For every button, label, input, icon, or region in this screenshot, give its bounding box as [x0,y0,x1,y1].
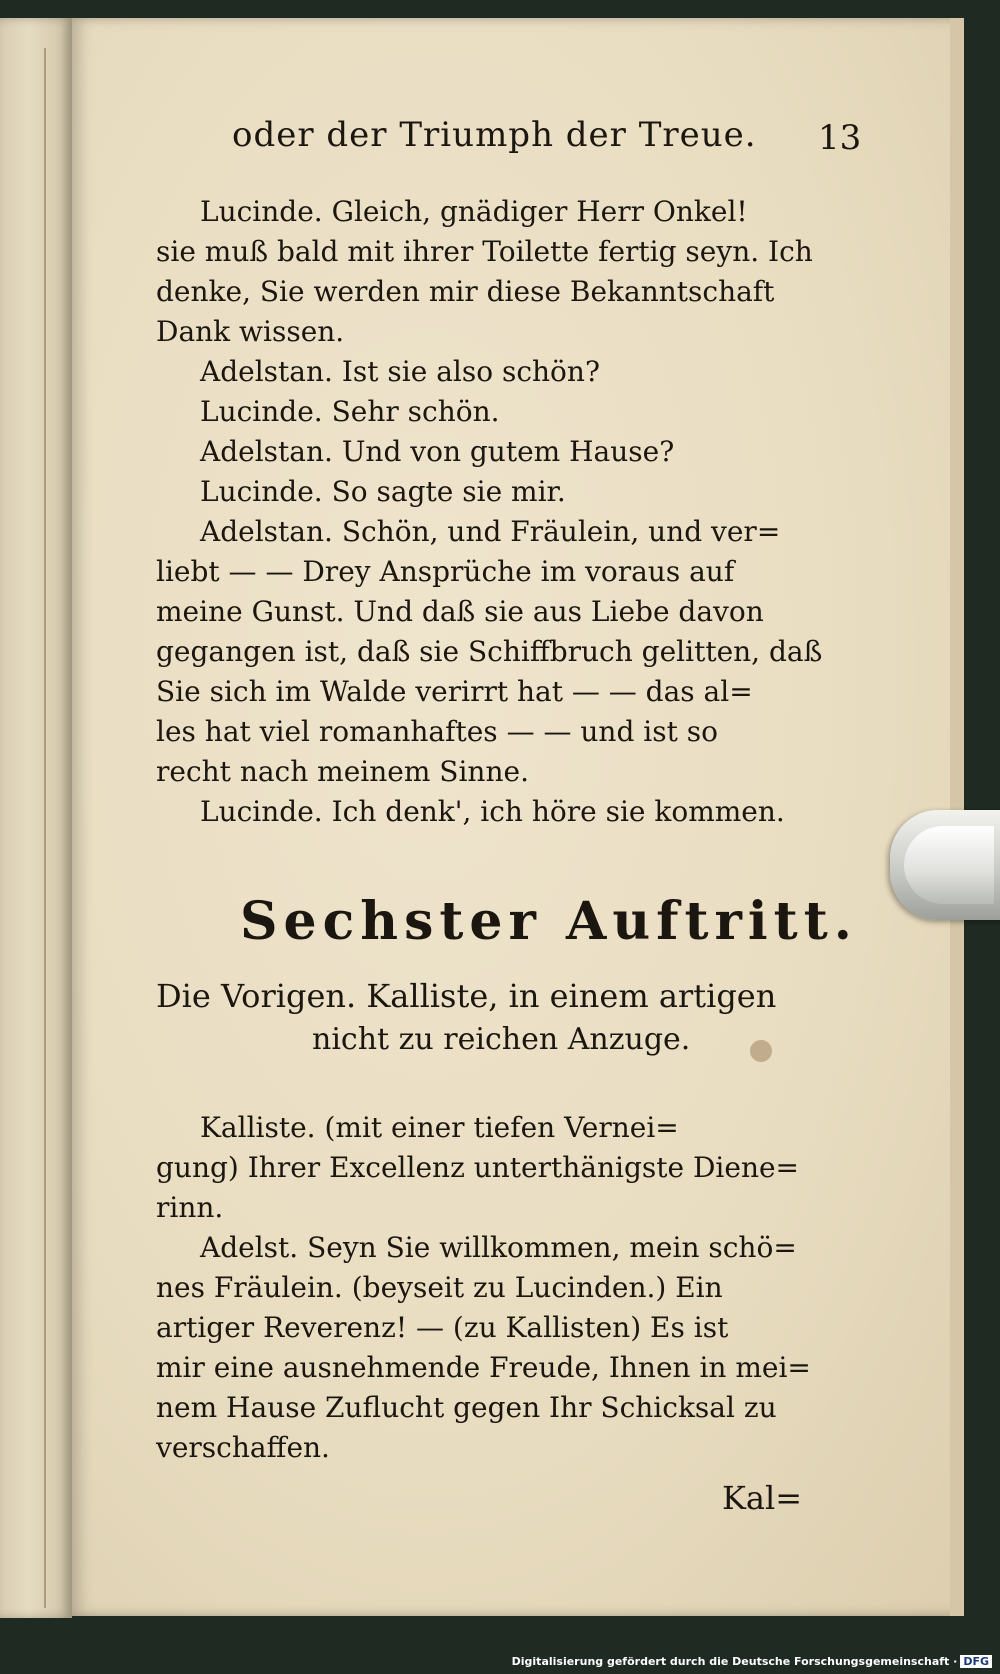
clip-highlight [904,826,994,904]
page-number: 13 [818,118,862,158]
text-line: gegangen ist, daß sie Schiffbruch gelitten, daß [156,635,823,668]
persons-list-cont: nicht zu reichen Anzuge. [312,1022,691,1057]
text-line: denke, Sie werden mir diese Bekanntschaft [156,275,775,308]
persons-list: Die Vorigen. Kalliste, in einem artigen [156,977,777,1015]
footer-text: Digitalisierung gefördert durch die Deutsche Forschungsgemeinschaft · [511,1655,958,1668]
footer-credit [512,1655,992,1668]
text-line: Sie sich im Walde verirrt hat — — das al= [156,675,753,708]
catchword: Kal= [722,1479,803,1517]
stain [750,1040,772,1062]
text-line: Adelstan. Und von gutem Hause? [200,435,675,468]
text-line: artiger Reverenz! — (zu Kallisten) Es ist [156,1311,729,1344]
text-line: sie muß bald mit ihrer Toilette fertig seyn. Ich [156,235,813,268]
text-line: Lucinde. So sagte sie mir. [200,475,566,508]
text-line: Adelstan. Ist sie also schön? [200,355,600,388]
text-line: liebt — — Drey Ansprüche im voraus auf [156,555,735,588]
scene-heading: Sechster Auftritt. [240,891,858,952]
page-clip [890,810,1000,920]
text-line: verschaffen. [156,1431,330,1464]
text-line: mir eine ausnehmende Freude, Ihnen in mei= [156,1351,811,1384]
text-line: Lucinde. Ich denk', ich höre sie kommen. [200,795,785,828]
text-line: Kalliste. (mit einer tiefen Vernei= [200,1111,679,1144]
text-line: Lucinde. Sehr schön. [200,395,500,428]
dfg-logo: DFG [960,1655,992,1668]
text-line: nem Hause Zuflucht gegen Ihr Schicksal zu [156,1391,777,1424]
running-title: oder der Triumph der Treue. [232,115,757,155]
text-line: Dank wissen. [156,315,345,348]
left-page-edge [0,18,72,1618]
text-line: Adelstan. Schön, und Fräulein, und ver= [200,515,781,548]
text-line: Adelst. Seyn Sie willkommen, mein schö= [200,1231,797,1264]
text-line: nes Fräulein. (beyseit zu Lucinden.) Ein [156,1271,723,1304]
page-fold [44,48,46,1608]
text-line: gung) Ihrer Excellenz unterthänigste Diene= [156,1151,800,1184]
text-line: les hat viel romanhaftes — — und ist so [156,715,718,748]
text-line: rinn. [156,1191,224,1224]
text-line: Lucinde. Gleich, gnädiger Herr Onkel! [200,195,748,228]
text-line: recht nach meinem Sinne. [156,755,529,788]
text-line: meine Gunst. Und daß sie aus Liebe davon [156,595,764,628]
